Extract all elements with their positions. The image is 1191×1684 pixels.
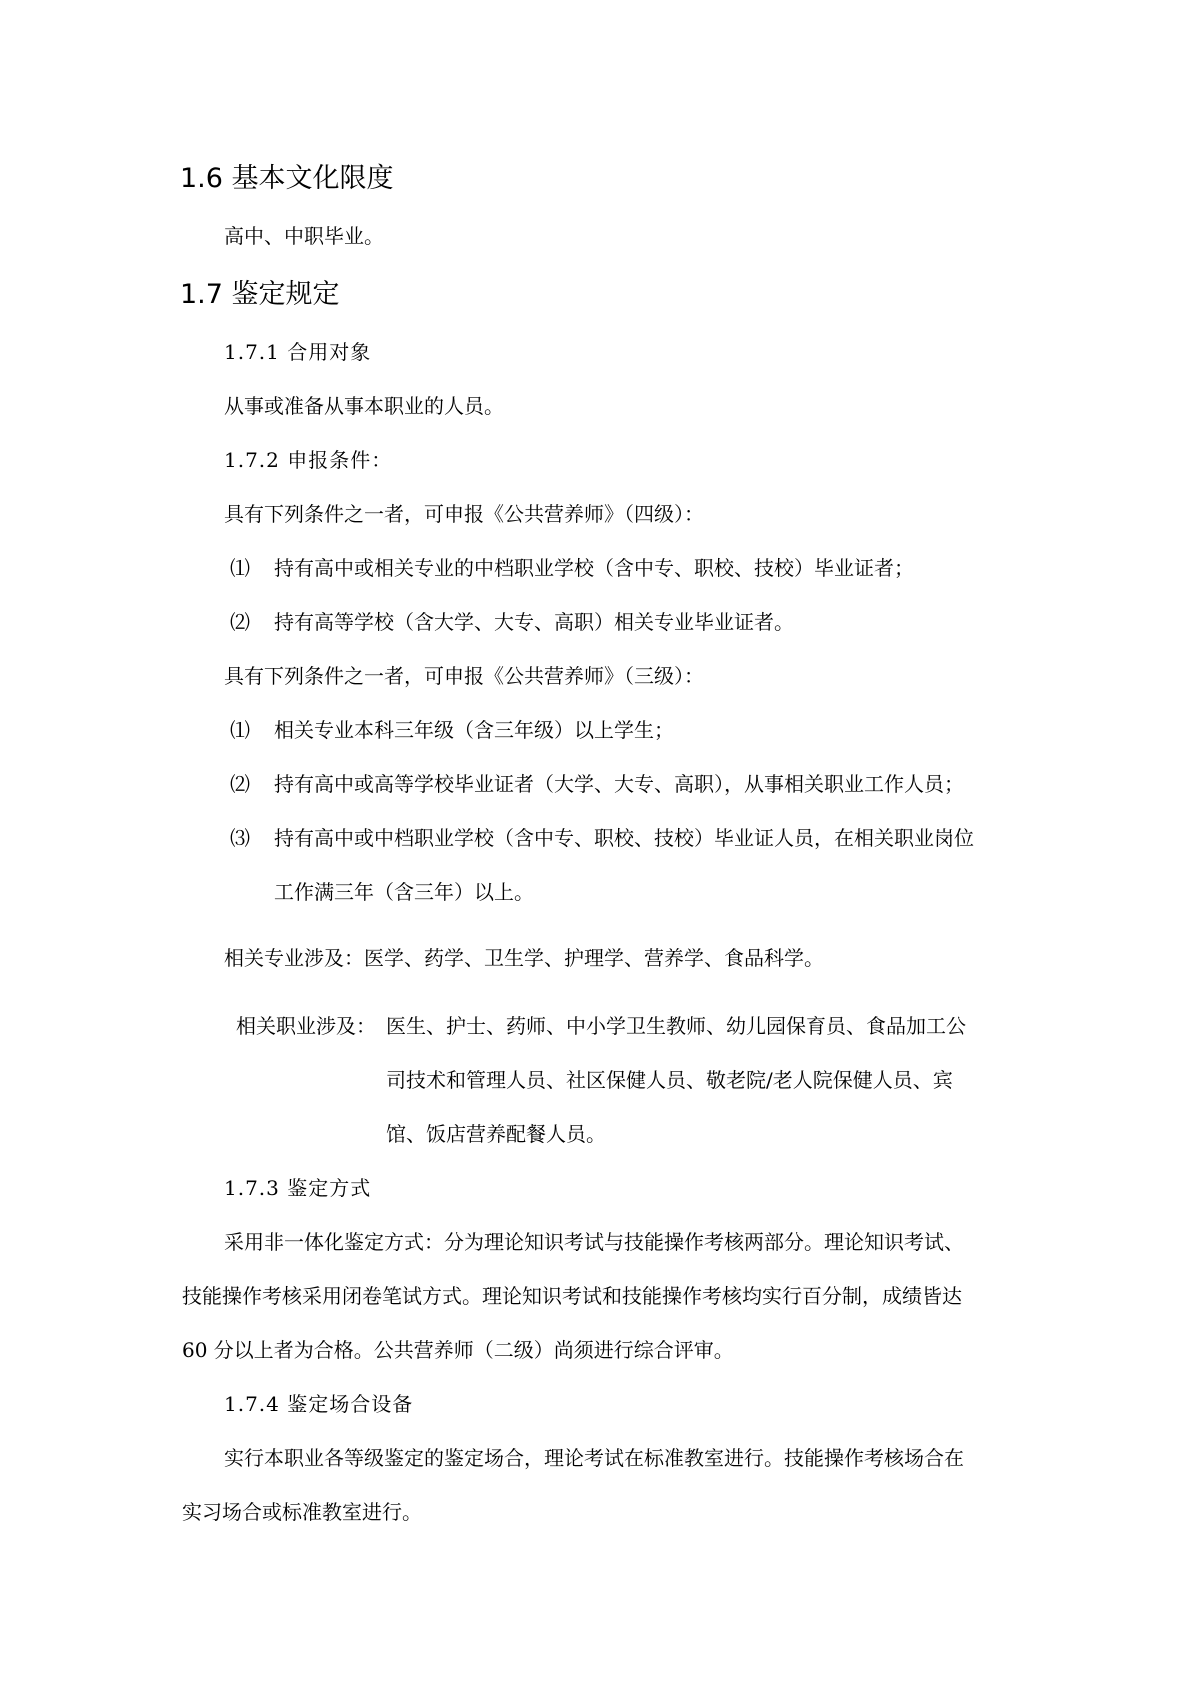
- paragraph-method-line: 60 分以上者为合格。公共营养师（二级）尚须进行综合评审。: [182, 1338, 734, 1362]
- paragraph-education: 高中、中职毕业。: [224, 224, 384, 248]
- list-item: [230, 774, 964, 794]
- list-item-number: ⑶: [230, 826, 250, 850]
- list-item-continuation: 工作满三年（含三年）以上。: [274, 880, 534, 904]
- list-item-number: ⑴: [230, 556, 250, 580]
- paragraph-method-line: 采用非一体化鉴定方式：分为理论知识考试与技能操作考核两部分。理论知识考试、: [224, 1230, 964, 1254]
- paragraph-method-line: 技能操作考核采用闭卷笔试方式。理论知识考试和技能操作考核均实行百分制，成绩皆达: [182, 1284, 962, 1308]
- subheading-1-7-2: 1.7.2 申报条件：: [224, 448, 393, 472]
- list-item-number: ⑵: [230, 610, 250, 634]
- heading-1-6: 1.6 基本文化限度: [180, 163, 394, 194]
- list-item-text: 持有高中或中档职业学校（含中专、职校、技校）毕业证人员，在相关职业岗位: [274, 826, 974, 850]
- list-item: [230, 720, 674, 740]
- subheading-1-7-3: 1.7.3 鉴定方式: [224, 1176, 372, 1200]
- paragraph-venue-line: 实习场合或标准教室进行。: [182, 1500, 422, 1524]
- paragraph-venue-line: 实行本职业各等级鉴定的鉴定场合，理论考试在标准教室进行。技能操作考核场合在: [224, 1446, 964, 1470]
- list-item-text: 持有高中或高等学校毕业证者（大学、大专、高职），从事相关职业工作人员；: [274, 772, 964, 796]
- paragraph-related-majors: 相关专业涉及：医学、药学、卫生学、护理学、营养学、食品科学。: [224, 946, 824, 970]
- paragraph-level4-intro: 具有下列条件之一者，可申报《公共营养师》（四级）：: [224, 502, 704, 526]
- list-item: [230, 558, 914, 578]
- paragraph-level3-intro: 具有下列条件之一者，可申报《公共营养师》（三级）：: [224, 664, 704, 688]
- list-item-number: ⑴: [230, 718, 250, 742]
- related-jobs-line: 司技术和管理人员、社区保健人员、敬老院/老人院保健人员、宾: [386, 1068, 953, 1092]
- list-item-text: 持有高中或相关专业的中档职业学校（含中专、职校、技校）毕业证者；: [274, 556, 914, 580]
- heading-1-7: 1.7 鉴定规定: [180, 279, 340, 310]
- related-jobs-line: 医生、护士、药师、中小学卫生教师、幼儿园保育员、食品加工公: [386, 1014, 966, 1038]
- paragraph-target: 从事或准备从事本职业的人员。: [224, 394, 504, 418]
- subheading-1-7-1: 1.7.1 合用对象: [224, 340, 372, 364]
- list-item: [230, 828, 974, 848]
- list-item-number: ⑵: [230, 772, 250, 796]
- related-jobs-line: 馆、饭店营养配餐人员。: [386, 1122, 606, 1146]
- subheading-1-7-4: 1.7.4 鉴定场合设备: [224, 1392, 414, 1416]
- list-item-text: 持有高等学校（含大学、大专、高职）相关专业毕业证者。: [274, 610, 794, 634]
- list-item: [230, 612, 794, 632]
- related-jobs-label: 相关职业涉及：: [236, 1014, 376, 1038]
- list-item-text: 相关专业本科三年级（含三年级）以上学生；: [274, 718, 674, 742]
